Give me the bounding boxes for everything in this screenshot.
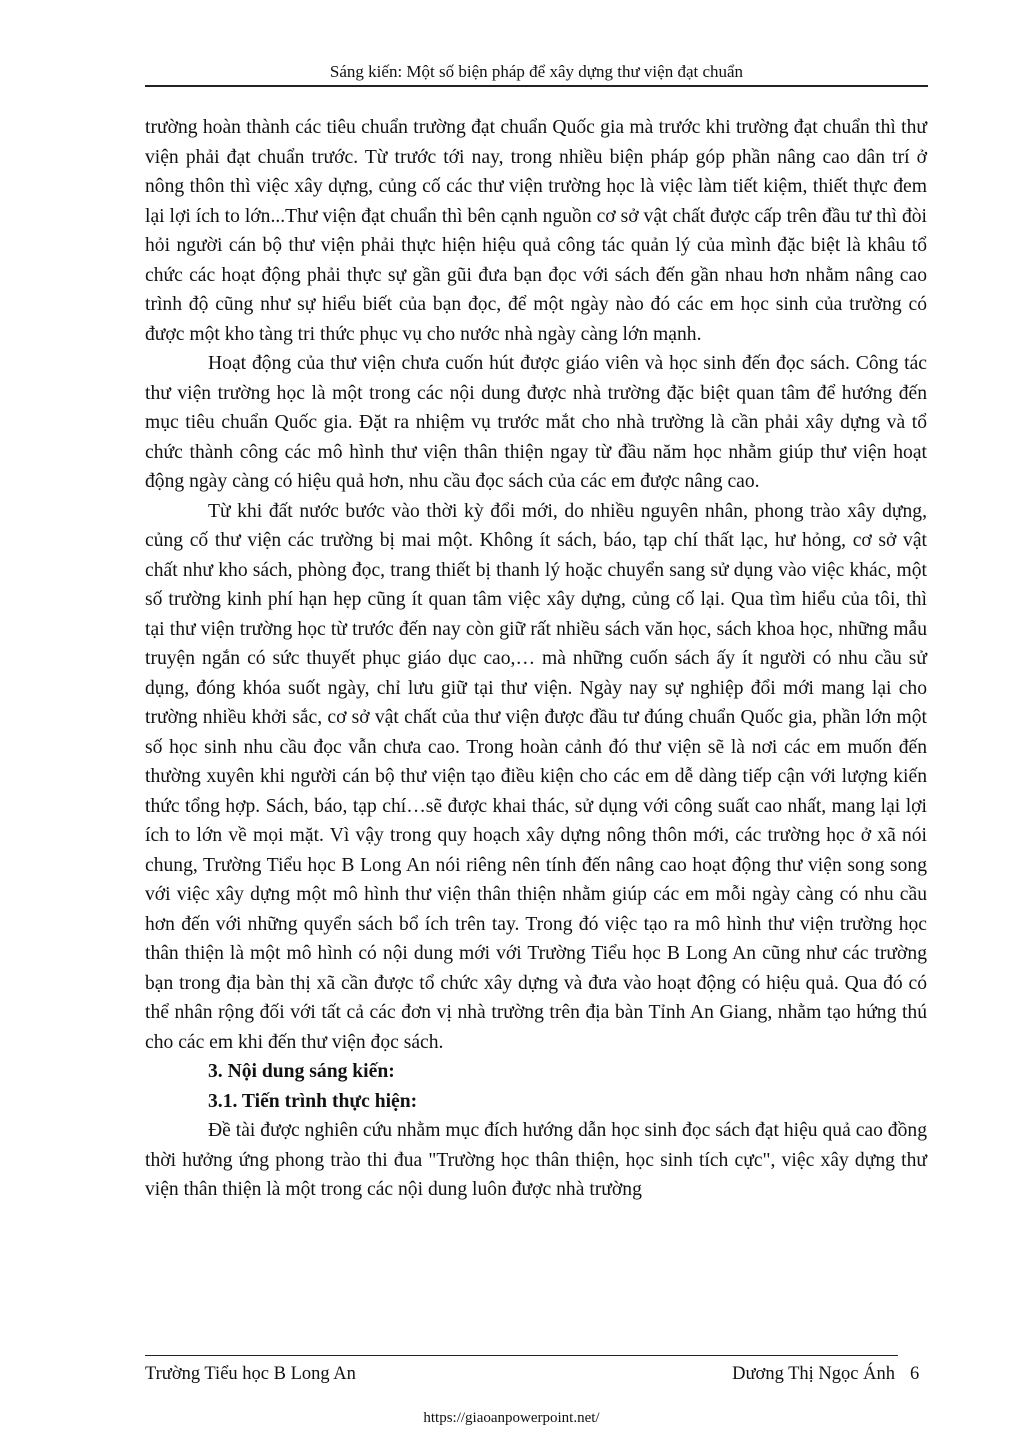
paragraph-library-activity: Hoạt động của thư viện chưa cuốn hút được giáo viên và học sinh đến đọc sách. Công tác thư viện trường học là một trong các nội dung được nhà trường đặc biệt quan tâm để hướng đến mục tiêu chuẩn Quốc gia. Đặt ra nhiệm vụ trước mắt cho nhà trường là cần phải xây dựng và tổ chức thành công các mô hình thư viện thân thiện ngay từ đầu năm học nhằm giúp thư viện hoạt động ngày càng có hiệu quả hơn, nhu cầu đọc sách của các em được nâng cao. — [145, 353, 927, 492]
paragraph-continuation: trường hoàn thành các tiêu chuẩn trường đạt chuẩn Quốc gia mà trước khi trường đạt chuẩn thì thư viện phải đạt chuẩn trước. Từ trước tới nay, trong nhiều biện pháp góp phần nâng cao dân trí ở nông thôn thì việc xây dựng, củng cố các thư viện trường học là việc làm tiết kiệm, thiết thực đem lại lợi ích to lớn...Thư viện đạt chuẩn thì bên cạnh nguồn cơ sở vật chất được cấp trên đầu tư thì đòi hỏi người cán bộ thư viện phải thực hiện hiệu quả công tác quản lý của mình đặc biệt là khâu tổ chức các hoạt động phải thực sự gần gũi đưa bạn đọc với sách đến gần nhau hơn nhằm nâng cao trình độ cũng như sự hiểu biết của bạn đọc, để một ngày nào đó các em học sinh của trường có được một kho tàng tri thức phục vụ cho nước nhà ngày càng lớn mạnh. — [145, 117, 927, 345]
section-heading-3-1: 3.1. Tiến trình thực hiện: — [208, 1090, 418, 1112]
source-url[interactable]: https://giaoanpowerpoint.net/ — [423, 1410, 600, 1426]
footer-school: Trường Tiểu học B Long An — [145, 1364, 356, 1384]
section-heading-3: 3. Nội dung sáng kiến: — [208, 1061, 395, 1082]
header-divider — [145, 85, 928, 87]
running-header: Sáng kiến: Một số biện pháp để xây dựng thư viện đạt chuẩn — [329, 62, 744, 81]
paragraph-final: Đề tài được nghiên cứu nhằm mục đích hướng dẫn học sinh đọc sách đạt hiệu quả cao đồng thời hưởng ứng phong trào thi đua "Trường học thân thiện, học sinh tích cực", việc xây dựng thư viện thân thiện là một trong các nội dung luôn được nhà trường — [145, 1120, 927, 1200]
footer-divider — [145, 1355, 898, 1356]
paragraph-renovation: Từ khi đất nước bước vào thời kỳ đổi mới, do nhiều nguyên nhân, phong trào xây dựng, củng cố thư viện các trường bị mai một. Không ít sách, báo, tạp chí thất lạc, hư hỏng, cơ sở vật chất như kho sách, phòng đọc, trang thiết bị thanh lý hoặc chuyển sang sử dụng vào việc khác, một số trường kinh phí hạn hẹp cũng ít quan tâm việc xây dựng, củng cố lại. Qua tìm hiểu của tôi, thì tại thư viện trường học từ trước đến nay còn giữ rất nhiều sách văn học, sách khoa học, những mẫu truyện ngắn có sức thuyết phục giáo dục cao,… mà những cuốn sách ấy ít người có nhu cầu sử dụng, đóng khóa suốt ngày, chỉ lưu giữ tại thư viện. Ngày nay sự nghiệp đổi mới mang lại cho trường nhiều khởi sắc, cơ sở vật chất của thư viện được đầu tư đúng chuẩn Quốc gia, phần lớn một số học sinh nhu cầu đọc vẫn chưa cao. Trong hoàn cảnh đó thư viện sẽ là nơi các em muốn đến thường xuyên khi người cán bộ thư viện tạo điều kiện cho các em dễ dàng tiếp cận với lượng kiến thức tổng hợp. Sách, báo, tạp chí…sẽ được khai thác, sử dụng với công suất cao nhất, mang lại lợi ích to lớn về mọi mặt. Vì vậy trong quy hoạch xây dựng nông thôn mới, các trường học ở xã nói chung, Trường Tiểu học B Long An nói riêng nên tính đến nâng cao hoạt động thư viện song song với việc xây dựng một mô hình thư viện thân thiện nhằm giúp các em mỗi ngày càng có nhu cầu hơn đến với những quyển sách bổ ích trên tay. Trong đó việc tạo ra mô hình thư viện trường học thân thiện là một mô hình có nội dung mới với Trường Tiểu học B Long An cũng như các trường bạn trong địa bàn thị xã cần được tổ chức xây dựng và đưa vào hoạt động có hiệu quả. Qua đó có thể nhân rộng đối với tất cả các đơn vị nhà trường trên địa bàn Tỉnh An Giang, nhằm tạo hứng thú cho các em khi đến thư viện đọc sách. — [145, 500, 927, 1053]
page-number: 6 — [910, 1364, 920, 1384]
footer-author: Dương Thị Ngọc Ánh — [732, 1364, 895, 1384]
document-body — [145, 113, 927, 1205]
